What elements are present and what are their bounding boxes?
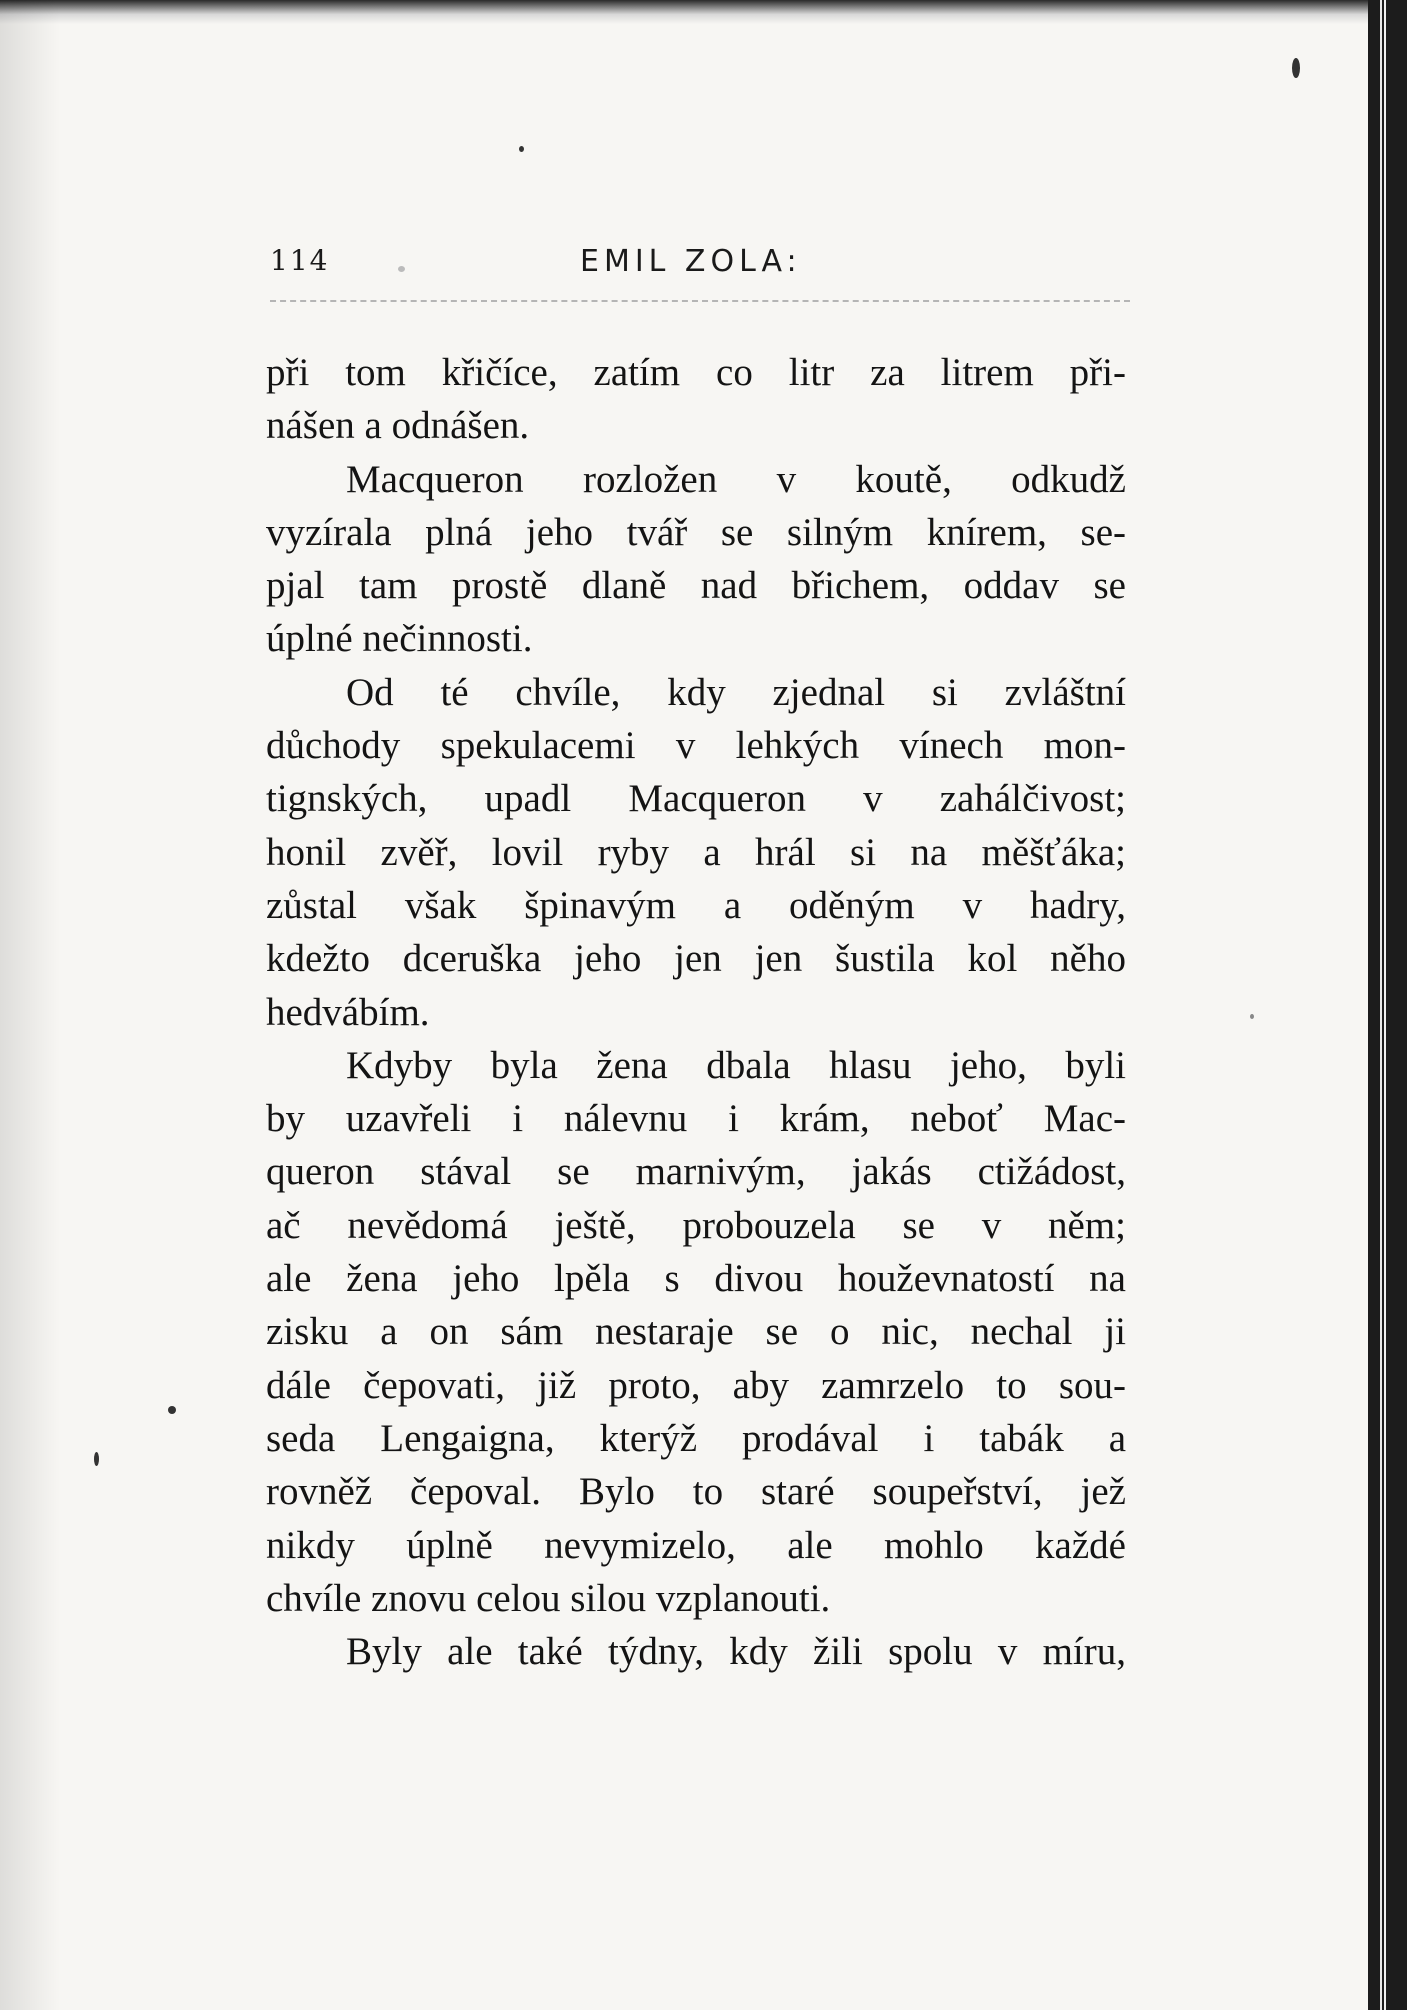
text-line: chvíle znovu celou silou vzplanouti.: [266, 1576, 831, 1620]
scan-right-edge: [1368, 0, 1407, 2010]
text-line: seda Lengaigna, kterýž prodával i tabák a: [266, 1416, 1126, 1460]
text-line: zůstal však špinavým a oděným v hadry,: [266, 883, 1126, 927]
text-line: honil zvěř, lovil ryby a hrál si na měšťáka;: [266, 830, 1126, 874]
text-line: rovněž čepoval. Bylo to staré soupeřství, jež: [266, 1470, 1126, 1514]
text-line: důchody spekulacemi v lehkých vínech mon-: [266, 724, 1126, 768]
text-line: by uzavřeli i nálevnu i krám, neboť Mac-: [266, 1097, 1126, 1141]
text-line: kdežto dceruška jeho jen jen šustila kol něho: [266, 937, 1126, 981]
text-line: hedvábím.: [266, 990, 430, 1034]
scan-speck: [94, 1452, 99, 1466]
scan-top-edge: [0, 0, 1407, 24]
scan-left-shadow: [0, 0, 60, 2010]
text-line: Od té chvíle, kdy zjednal si zvláštní: [346, 670, 1126, 714]
text-line: zisku a on sám nestaraje se o nic, nechal ji: [266, 1310, 1126, 1354]
text-line: nikdy úplně nevymizelo, ale mohlo každé: [266, 1523, 1126, 1567]
text-line: úplné nečinnosti.: [266, 617, 533, 661]
text-line: Macqueron rozložen v koutě, odkudž: [346, 457, 1126, 501]
text-line: tignských, upadl Macqueron v zahálčivost;: [266, 777, 1126, 821]
page-header: [270, 244, 1140, 284]
text-line: ač nevědomá ještě, probouzela se v něm;: [266, 1203, 1126, 1247]
text-line: queron stával se marnivým, jakás ctižádost,: [266, 1150, 1126, 1194]
text-line: vyzírala plná jeho tvář se silným knírem, se-: [266, 510, 1126, 554]
scan-speck: [1292, 58, 1300, 78]
scan-speck: [168, 1406, 176, 1414]
body-text: [266, 346, 1126, 1678]
scan-speck: [1250, 1014, 1254, 1019]
scan-edge-line: [1384, 0, 1386, 2010]
text-line: pjal tam prostě dlaně nad břichem, oddav se: [266, 564, 1126, 608]
scan-edge-line: [1380, 0, 1382, 2010]
text-line: dále čepovati, již proto, aby zamrzelo to sou-: [266, 1363, 1126, 1407]
scan-speck: [519, 146, 524, 152]
text-line: Kdyby byla žena dbala hlasu jeho, byli: [346, 1043, 1126, 1087]
page-number: 114: [270, 244, 330, 277]
text-line: při tom křičíce, zatím co litr za litrem při-: [266, 351, 1126, 394]
text-line: Byly ale také týdny, kdy žili spolu v míru,: [346, 1630, 1126, 1674]
header-divider: [270, 300, 1130, 303]
running-head: EMIL ZOLA:: [580, 244, 802, 279]
text-line: nášen a odnášen.: [266, 404, 530, 448]
text-line: ale žena jeho lpěla s divou houževnatostí na: [266, 1257, 1126, 1301]
